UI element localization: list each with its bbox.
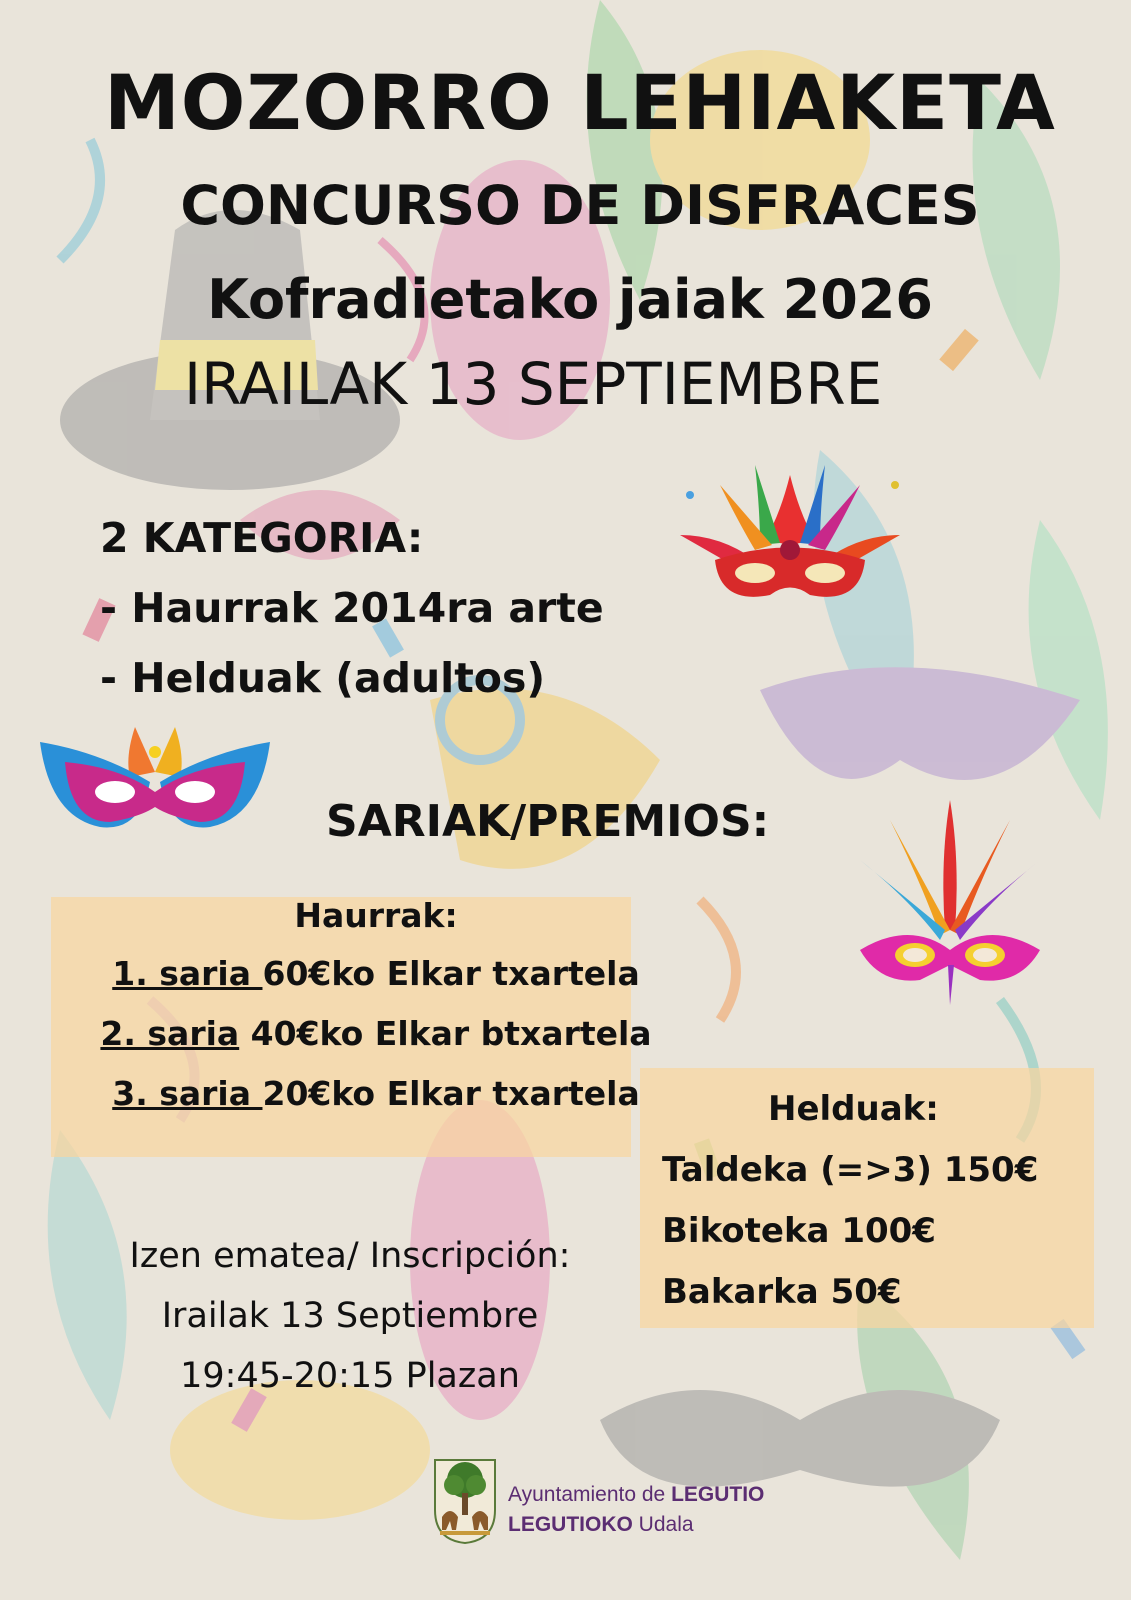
poster-subtitle: CONCURSO DE DISFRACES bbox=[180, 174, 980, 237]
category-item: - Haurrak 2014ra arte bbox=[100, 584, 604, 632]
adult-prize-row: Bikoteka 100€ bbox=[662, 1211, 936, 1251]
category-item: - Helduak (adultos) bbox=[100, 654, 546, 702]
children-prize-row bbox=[51, 1014, 701, 1053]
adult-prize-row: Bakarka 50€ bbox=[662, 1272, 902, 1312]
carnival-mask-icon bbox=[660, 455, 920, 625]
categories-heading: 2 KATEGORIA: bbox=[100, 514, 424, 562]
event-date: IRAILAK 13 SEPTIEMBRE bbox=[184, 350, 883, 418]
event-name: Kofradietako jaiak 2026 bbox=[207, 268, 933, 331]
footer-town: LEGUTIO bbox=[671, 1483, 765, 1506]
adult-prizes-heading: Helduak: bbox=[768, 1089, 939, 1129]
children-prize-row bbox=[51, 1074, 701, 1113]
registration-date: Irailak 13 Septiembre bbox=[161, 1296, 539, 1336]
feather-mask-icon bbox=[850, 800, 1050, 1010]
prize-rank: 3. saria bbox=[112, 1074, 263, 1113]
footer-suffix: Udala bbox=[632, 1513, 694, 1536]
footer-line-1 bbox=[508, 1483, 764, 1507]
prize-reward: 60€ko Elkar txartela bbox=[262, 954, 640, 993]
carnival-mask-icon bbox=[40, 722, 270, 840]
prize-reward: 20€ko Elkar txartela bbox=[262, 1074, 640, 1113]
footer-prefix: Ayuntamiento de bbox=[508, 1483, 672, 1506]
prize-rank: 2. saria bbox=[100, 1014, 240, 1053]
children-prize-row bbox=[51, 954, 701, 993]
prize-rank: 1. saria bbox=[112, 954, 263, 993]
prize-reward: 40€ko Elkar btxartela bbox=[239, 1014, 652, 1053]
children-prizes-heading: Haurrak: bbox=[294, 896, 458, 935]
poster-title: MOZORRO LEHIAKETA bbox=[104, 58, 1056, 147]
footer-town-basque: LEGUTIOKO bbox=[508, 1513, 633, 1536]
adult-prize-row: Taldeka (=>3) 150€ bbox=[662, 1150, 1039, 1190]
footer-line-2 bbox=[508, 1513, 694, 1537]
registration-heading: Izen ematea/ Inscripción: bbox=[129, 1236, 571, 1276]
municipal-crest-icon bbox=[430, 1455, 500, 1545]
registration-time-place: 19:45-20:15 Plazan bbox=[180, 1356, 520, 1396]
prizes-heading: SARIAK/PREMIOS: bbox=[326, 796, 770, 847]
